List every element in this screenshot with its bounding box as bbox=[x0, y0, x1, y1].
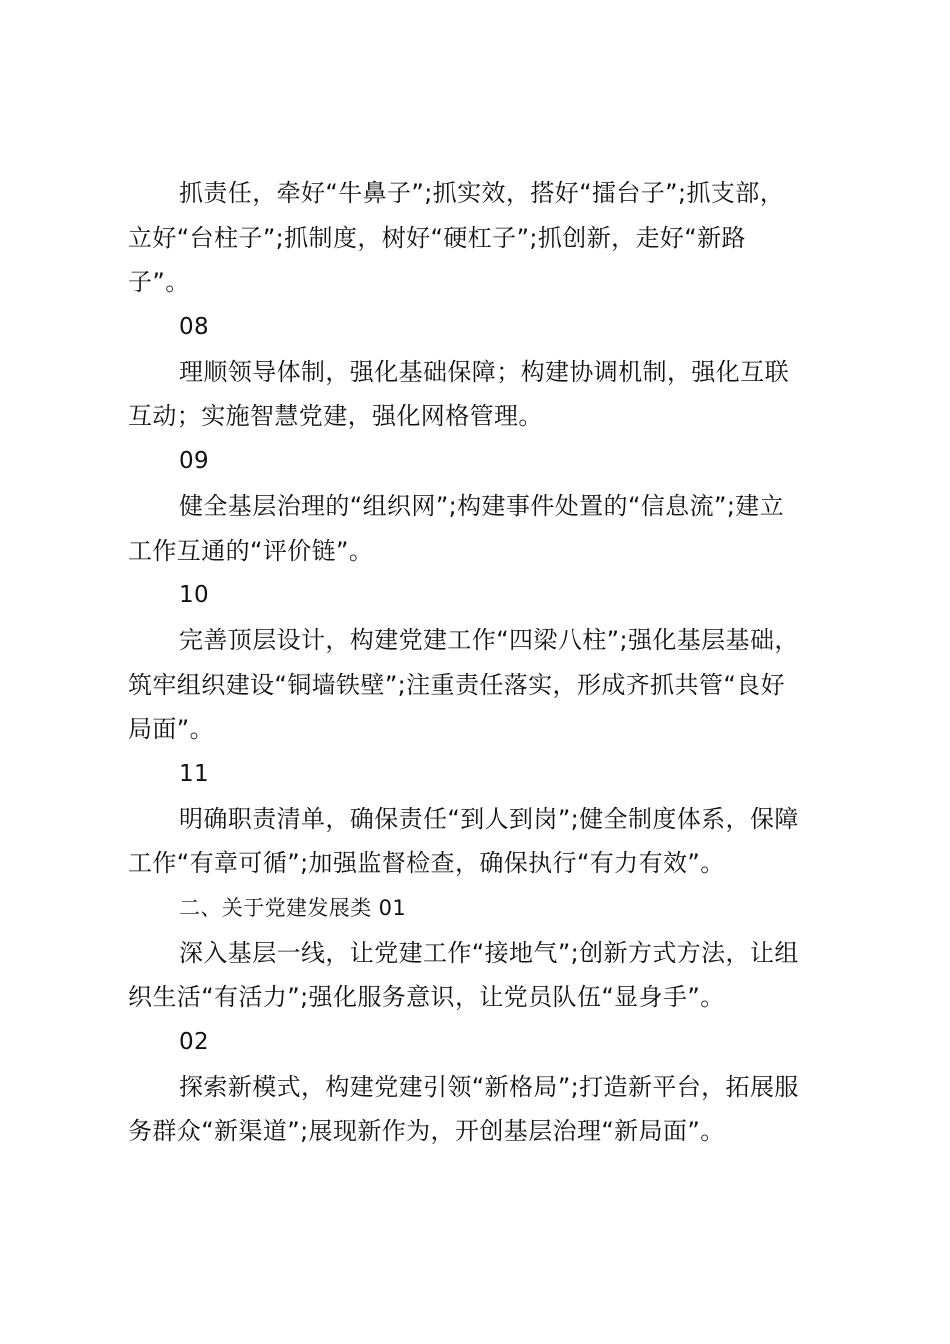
section-number: 11 bbox=[179, 760, 210, 787]
paragraph-line: 深入基层一线，让党建工作“接地气”;创新方式方法，让组 bbox=[179, 938, 799, 967]
paragraph-line: 完善顶层设计，构建党建工作“四梁八柱”;强化基层基础， bbox=[179, 625, 799, 654]
paragraph-line: 局面”。 bbox=[128, 715, 215, 744]
section-heading: 二、关于党建发展类 01 bbox=[179, 896, 407, 920]
section-number: 08 bbox=[179, 314, 210, 341]
paragraph-line: 务群众“新渠道”;展现新作为，开创基层治理“新局面”。 bbox=[128, 1117, 725, 1146]
document-body bbox=[128, 171, 828, 1154]
paragraph-line: 工作互通的“评价链”。 bbox=[128, 536, 374, 565]
paragraph-line: 工作“有章可循”;加强监督检查，确保执行“有力有效”。 bbox=[128, 849, 725, 878]
paragraph-line: 子”。 bbox=[128, 268, 190, 297]
section-number: 09 bbox=[179, 448, 210, 475]
paragraph-line: 抓责任，牵好“牛鼻子”;抓实效，搭好“擂台子”;抓支部， bbox=[179, 179, 785, 207]
paragraph-line: 立好“台柱子”;抓制度，树好“硬杠子”;抓创新，走好“新路 bbox=[128, 223, 746, 252]
paragraph-line: 互动；实施智慧党建，强化网格管理。 bbox=[128, 402, 543, 431]
paragraph-line: 探索新模式，构建党建引领“新格局”;打造新平台，拓展服 bbox=[179, 1072, 799, 1101]
paragraph-line: 理顺领导体制，强化基础保障；构建协调机制，强化互联 bbox=[179, 357, 789, 386]
section-number: 10 bbox=[179, 582, 210, 609]
paragraph-line: 织生活“有活力”;强化服务意识，让党员队伍“显身手”。 bbox=[128, 983, 725, 1012]
paragraph-line: 明确职责清单，确保责任“到人到岗”;健全制度体系，保障 bbox=[179, 804, 799, 833]
paragraph-line: 筑牢组织建设“铜墙铁壁”;注重责任落实，形成齐抓共管“良好 bbox=[128, 670, 785, 699]
section-number: 02 bbox=[179, 1029, 210, 1056]
paragraph-line: 健全基层治理的“组织网”;构建事件处置的“信息流”;建立 bbox=[179, 491, 785, 520]
